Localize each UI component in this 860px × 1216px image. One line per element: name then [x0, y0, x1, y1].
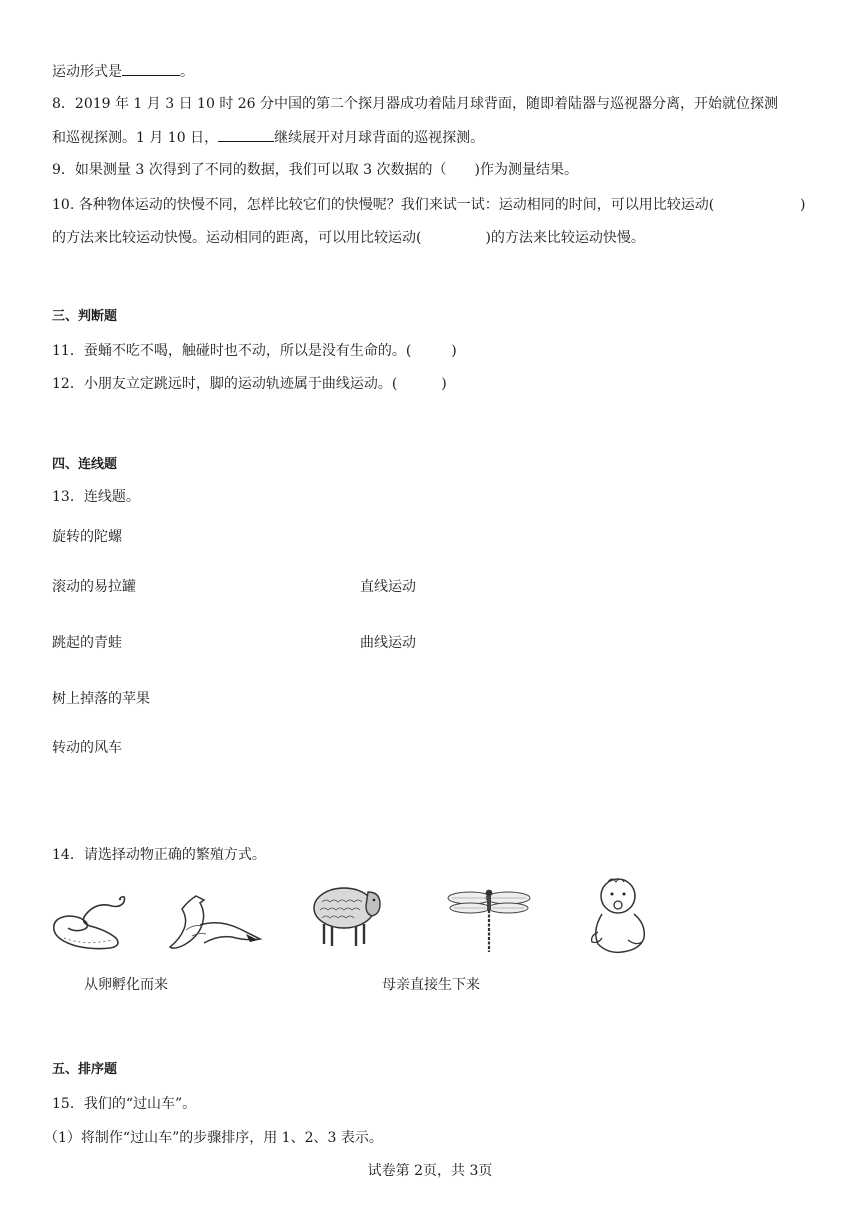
q7-tail-text: 运动形式是: [52, 64, 122, 80]
q7-answer-blank[interactable]: [122, 60, 180, 76]
q7-tail-end: 。: [180, 64, 194, 80]
q10-line1-a: 10. 各种物体运动的快慢不同，怎样比较它们的快慢呢？我们来试一试：运动相同的时间，可以用比较运动(: [52, 197, 715, 213]
q10-line2-a: 的方法来比较运动快慢。运动相同的距离，可以用比较运动(: [52, 230, 422, 246]
page-footer: 试卷第 2页，共 3页: [367, 1163, 493, 1179]
q9-line: [52, 160, 578, 180]
q12-text: 12．小朋友立定跳远时，脚的运动轨迹属于曲线运动。(: [52, 376, 398, 392]
sheep-icon[interactable]: [308, 880, 384, 950]
section4-title: 四、连线题: [52, 457, 118, 472]
q11-close: ): [451, 343, 457, 359]
q13-left-item[interactable]: 旋转的陀螺: [52, 529, 122, 545]
section3-title: 三、判断题: [52, 309, 118, 324]
q7-tail-line: [52, 60, 194, 82]
q13-left-item[interactable]: 转动的风车: [52, 740, 122, 756]
q13-left-item[interactable]: 树上掉落的苹果: [52, 691, 150, 707]
q14-title: 14．请选择动物正确的繁殖方式。: [52, 847, 266, 863]
q12-line: [52, 374, 447, 394]
q9-text-a: 9．如果测量 3 次得到了不同的数据，我们可以取 3 次数据的（: [52, 162, 447, 178]
q11-line: [52, 341, 457, 361]
q10-line1: [52, 195, 714, 215]
q15-sub1: （1）将制作“过山车”的步骤排序，用 1、2、3 表示。: [44, 1130, 383, 1146]
q11-text: 11．蚕蛹不吃不喝，触碰时也不动，所以是没有生命的。(: [52, 343, 412, 359]
q13-title: 13．连线题。: [52, 489, 140, 505]
q15-title: 15．我们的“过山车”。: [52, 1096, 197, 1112]
dragonfly-icon[interactable]: [446, 884, 532, 954]
q14-option-live-birth[interactable]: 母亲直接生下来: [382, 977, 480, 993]
baby-icon[interactable]: [588, 874, 650, 956]
q10-line2: [52, 228, 645, 248]
bird-icon[interactable]: [166, 890, 262, 954]
q13-right-item[interactable]: 曲线运动: [360, 635, 416, 651]
q8-line1: 8．2019 年 1 月 3 日 10 时 26 分中国的第二个探月器成功着陆月球背面，随即着陆器与巡视器分离，开始就位探测: [52, 96, 779, 112]
q12-close: ): [441, 376, 447, 392]
q10-line2-b: )的方法来比较运动快慢。: [485, 230, 645, 246]
q10-line1-close: ): [800, 197, 806, 213]
q8-line2: [52, 126, 484, 148]
q13-left-item[interactable]: 滚动的易拉罐: [52, 579, 136, 595]
section5-title: 五、排序题: [52, 1062, 118, 1077]
q13-right-item[interactable]: 直线运动: [360, 579, 416, 595]
q8-answer-blank[interactable]: [218, 126, 274, 142]
q8-line2-b: 继续展开对月球背面的巡视探测。: [274, 130, 485, 146]
q14-option-egg[interactable]: 从卵孵化而来: [84, 977, 168, 993]
q9-text-b: )作为测量结果。: [474, 162, 578, 178]
snake-icon[interactable]: [50, 890, 130, 952]
q13-left-item[interactable]: 跳起的青蛙: [52, 635, 122, 651]
q8-line2-a: 和巡视探测。1 月 10 日，: [52, 130, 219, 146]
